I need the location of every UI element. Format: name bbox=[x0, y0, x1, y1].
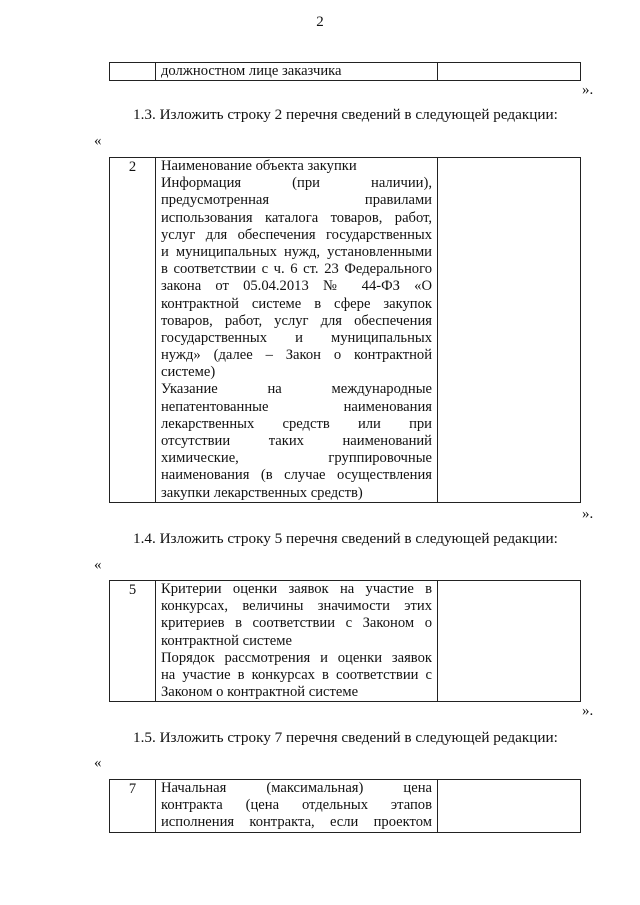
table-row-continuation bbox=[109, 62, 581, 81]
row-text-line: химические, группировочные bbox=[161, 450, 432, 467]
row-text-cell bbox=[156, 63, 438, 81]
row-text-line: Наименование объекта закупки bbox=[161, 158, 357, 174]
row-text-line: лекарственных средств или при bbox=[161, 415, 432, 432]
row-text-line: закона от 05.04.2013 № 44-ФЗ «О bbox=[161, 278, 432, 295]
row-empty-cell bbox=[438, 63, 581, 81]
page-number: 2 bbox=[316, 14, 324, 30]
row-text-line: Указание на международные bbox=[161, 381, 432, 398]
row-text-line: закупки лекарственных средств) bbox=[161, 484, 363, 501]
closing-quote: ». bbox=[582, 703, 594, 719]
row-text-line: системе) bbox=[161, 364, 216, 381]
paragraph-1-5: 1.5. Изложить строку 7 перечня сведений в следующей редакции: bbox=[133, 729, 558, 746]
row-text-line: Законом о контрактной системе bbox=[161, 684, 359, 701]
row-text-line: использования каталога товаров, работ, bbox=[161, 209, 432, 226]
opening-quote: « bbox=[94, 755, 102, 771]
row-number-cell: 5 bbox=[110, 581, 156, 702]
closing-quote: ». bbox=[582, 82, 594, 98]
row-text-line: товаров, работ, услуг для обеспечения bbox=[161, 312, 432, 329]
paragraph-1-4: 1.4. Изложить строку 5 перечня сведений в следующей редакции: bbox=[133, 530, 558, 547]
row-text-line: конкурсах, величины значимости этих bbox=[161, 598, 432, 615]
row-text-line: в соответствии с ч. 6 ст. 23 Федерального bbox=[161, 261, 432, 278]
closing-quote: ». bbox=[582, 506, 594, 522]
row-text-line: контрактной системе в сфере закупок bbox=[161, 295, 432, 312]
row-number-cell: 2 bbox=[110, 158, 156, 503]
row-text-line: услуг для обеспечения государственных bbox=[161, 226, 432, 243]
row-text-cell bbox=[156, 158, 438, 503]
row-text-line: контрактной системе bbox=[161, 632, 292, 649]
row-text-line: на участие в конкурсах в соответствии с bbox=[161, 666, 432, 683]
table-row-2 bbox=[109, 157, 581, 503]
paragraph-1-3: 1.3. Изложить строку 2 перечня сведений в следующей редакции: bbox=[133, 106, 558, 123]
row-text-line: исполнения контракта, если проектом bbox=[161, 814, 432, 831]
row-text-line: должностном лице заказчика bbox=[161, 63, 342, 79]
table-row-7 bbox=[109, 779, 581, 833]
row-text-line: отсутствии таких наименований bbox=[161, 433, 432, 449]
row-text-line: Начальная (максимальная) цена bbox=[161, 780, 432, 796]
row-text-line: нужд» (далее – Закон о контрактной bbox=[161, 347, 432, 364]
row-text-cell bbox=[156, 581, 438, 702]
row-number-cell: 7 bbox=[110, 780, 156, 833]
row-text-line: государственных и муниципальных bbox=[161, 329, 432, 346]
row-empty-cell bbox=[438, 780, 581, 833]
row-empty-cell bbox=[438, 158, 581, 503]
row-text-line: и муниципальных нужд, установленными bbox=[161, 243, 432, 260]
row-text-line: Информация (при наличии), bbox=[161, 175, 432, 192]
row-text-line: непатентованные наименования bbox=[161, 398, 432, 415]
row-empty-cell bbox=[438, 581, 581, 702]
row-text-cell bbox=[156, 780, 438, 833]
row-text-line: предусмотренная правилами bbox=[161, 192, 432, 209]
opening-quote: « bbox=[94, 557, 102, 573]
row-text-line: критериев в соответствии с Законом о bbox=[161, 615, 432, 632]
row-text-line: Порядок рассмотрения и оценки заявок bbox=[161, 649, 432, 666]
row-text-line: Критерии оценки заявок на участие в bbox=[161, 581, 432, 597]
row-number-cell bbox=[110, 63, 156, 81]
row-text-line: контракта (цена отдельных этапов bbox=[161, 797, 432, 814]
row-text-line: наименования (в случае осуществления bbox=[161, 467, 432, 484]
opening-quote: « bbox=[94, 133, 102, 149]
table-row-5 bbox=[109, 580, 581, 702]
